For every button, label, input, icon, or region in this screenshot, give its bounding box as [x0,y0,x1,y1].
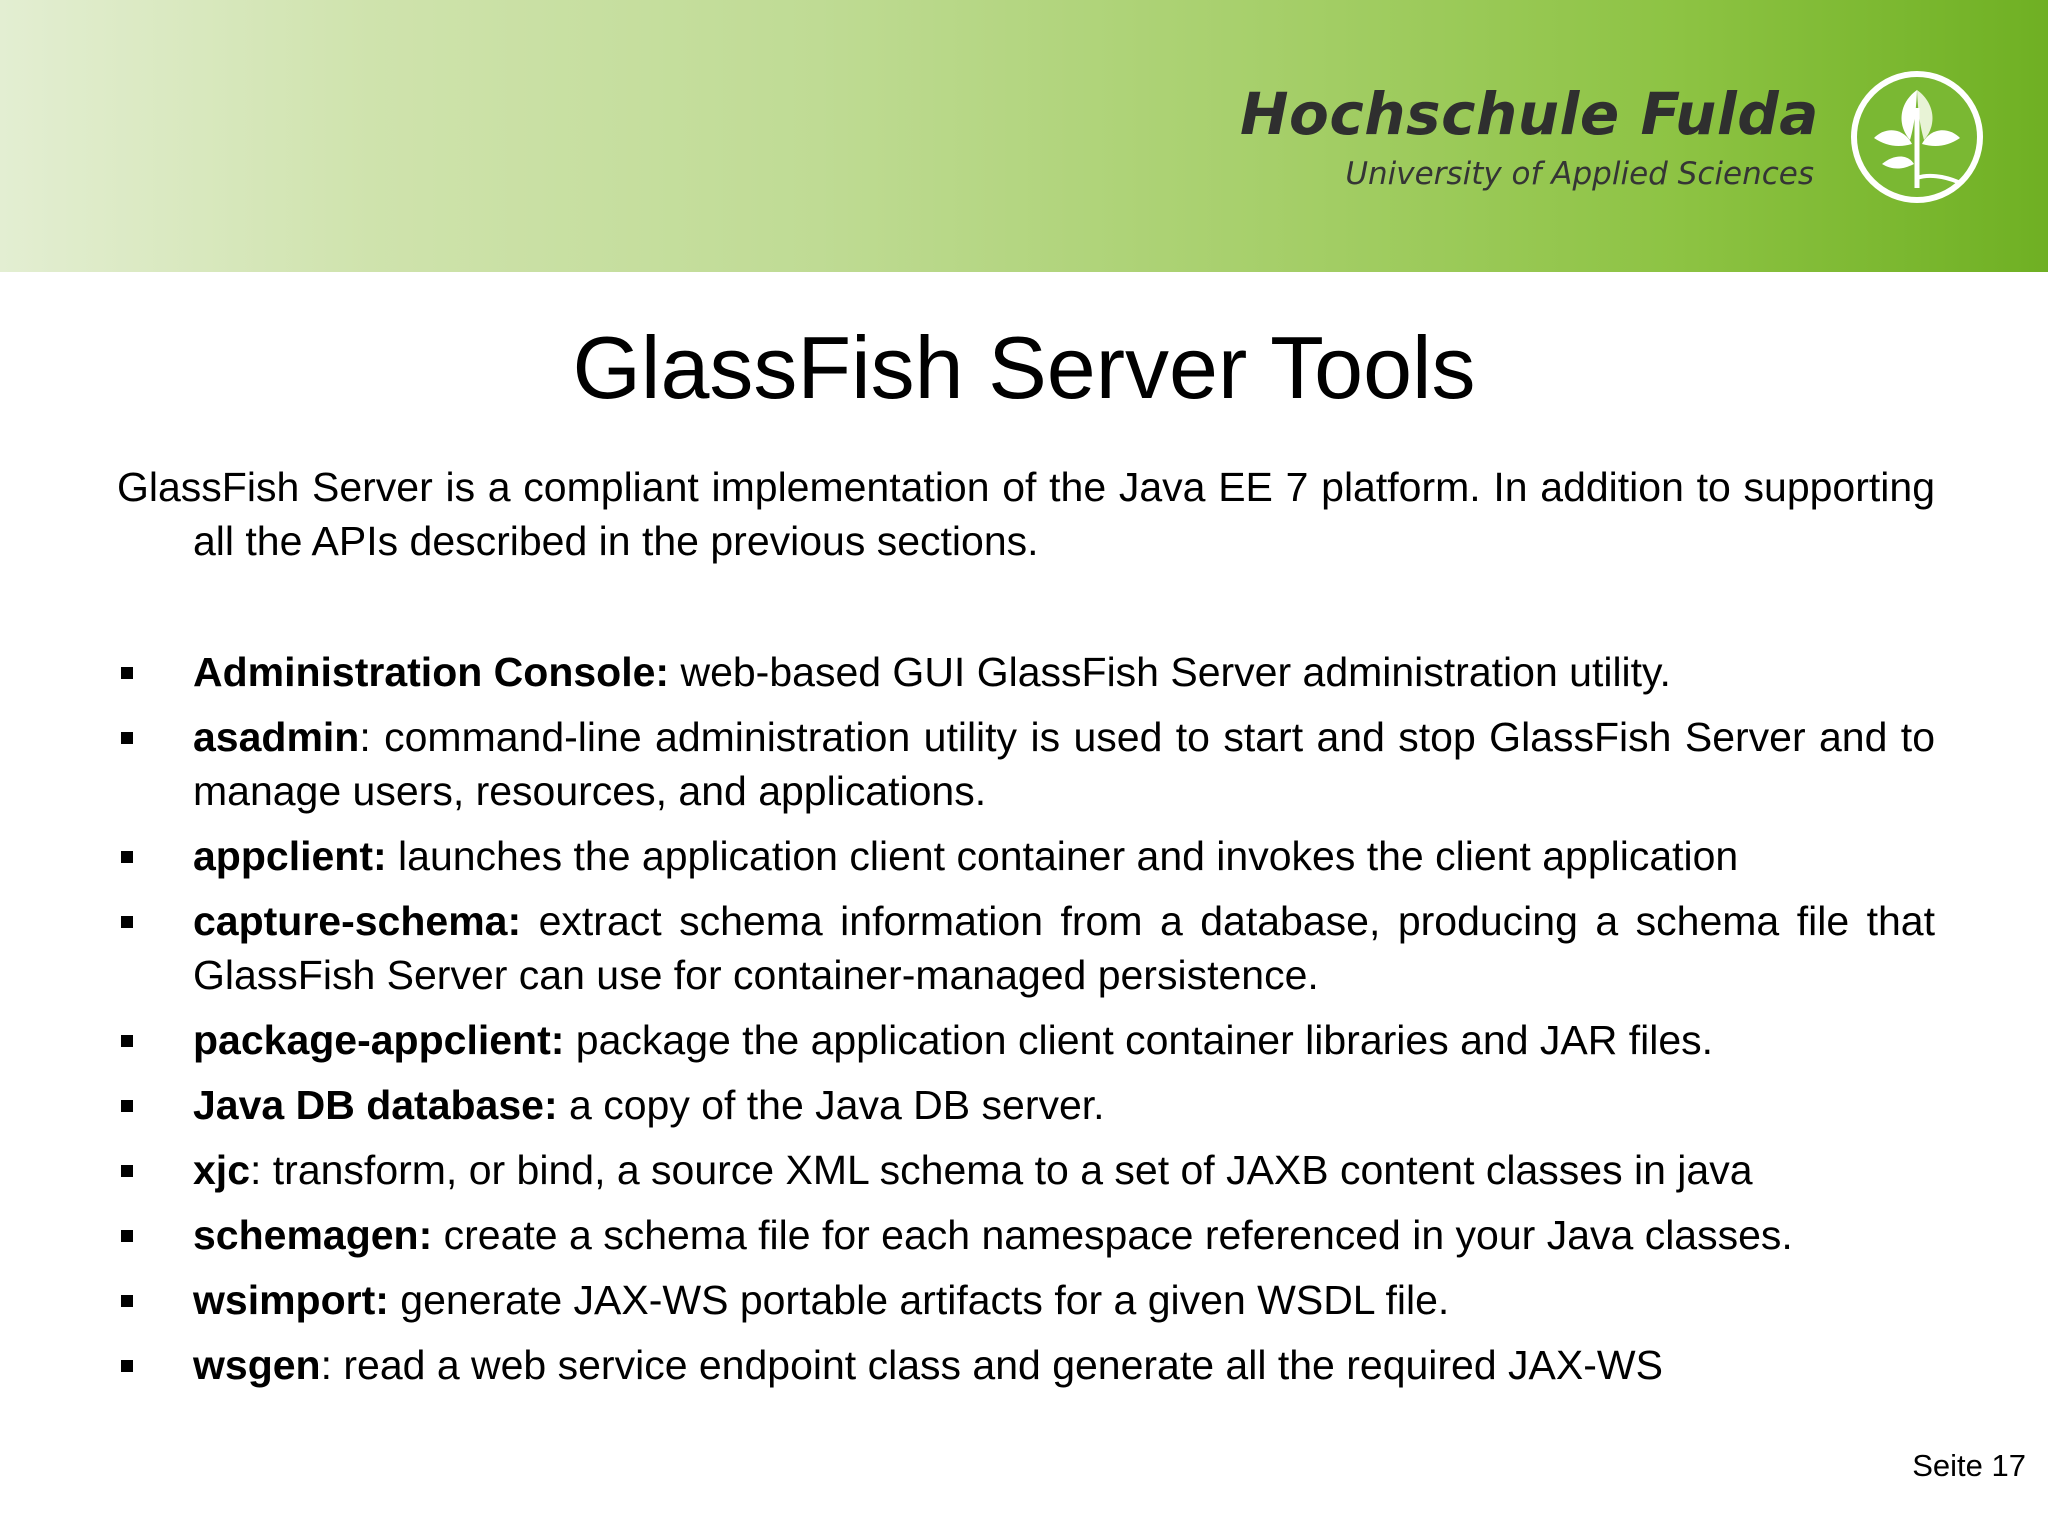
tool-description: extract schema information from a database, producing a schema file that GlassFish Server can use for container-managed persistence. [193,898,1935,998]
tool-term: schemagen: [193,1212,433,1258]
bullet-icon [121,1165,133,1177]
tool-description: create a schema file for each namespace referenced in your Java classes. [432,1212,1793,1258]
bullet-icon [121,1230,133,1242]
list-item [117,1078,1935,1132]
page-number: Seite 17 [1912,1448,2026,1483]
slide-title: GlassFish Server Tools [572,318,1476,417]
tool-term: wsimport: [193,1277,389,1323]
tool-term: wsgen [193,1342,321,1388]
tool-term: package-appclient: [193,1017,565,1063]
tool-description: : transform, or bind, a source XML schema to a set of JAXB content classes in java [250,1147,1753,1193]
tool-term: asadmin [193,714,360,760]
tool-description: web-based GUI GlassFish Server administration utility. [669,649,1671,695]
tool-term: xjc [193,1147,250,1193]
tools-list [117,645,1935,1403]
bullet-icon [121,851,133,863]
bullet-icon [121,916,133,928]
beech-leaf-logo-icon [1848,68,1986,206]
list-item [117,1208,1935,1262]
bullet-icon [121,1035,133,1047]
tool-term: Java DB database: [193,1082,558,1128]
header-banner [0,0,2048,272]
tool-description: launches the application client container and invokes the client application [386,833,1739,879]
tool-description: package the application client container libraries and JAR files. [564,1017,1714,1063]
list-item [117,1143,1935,1197]
list-item [117,710,1935,818]
tool-description: : command-line administration utility is used to start and stop GlassFish Server and to manage users, resources, and applications. [193,714,1935,814]
institution-name: Hochschule Fulda [1240,80,1819,148]
bullet-icon [121,732,133,744]
list-item [117,1013,1935,1067]
tool-description: a copy of the Java DB server. [557,1082,1105,1128]
bullet-icon [121,1295,133,1307]
list-item [117,1338,1935,1392]
tool-term: capture-schema: [193,898,522,944]
list-item [117,1273,1935,1327]
list-item [117,645,1935,699]
tool-term: Administration Console: [193,649,670,695]
intro-paragraph: GlassFish Server is a compliant implementation of the Java EE 7 platform. In addition to supporting all the APIs described in the previous sections. [117,464,1935,564]
institution-subtitle: University of Applied Sciences [1345,156,1814,192]
bullet-icon [121,1360,133,1372]
tool-description: : read a web service endpoint class and generate all the required JAX-WS [320,1342,1663,1388]
list-item [117,829,1935,883]
tool-term: appclient: [193,833,387,879]
bullet-icon [121,667,133,679]
bullet-icon [121,1100,133,1112]
list-item [117,894,1935,1002]
tool-description: generate JAX-WS portable artifacts for a given WSDL file. [388,1277,1450,1323]
